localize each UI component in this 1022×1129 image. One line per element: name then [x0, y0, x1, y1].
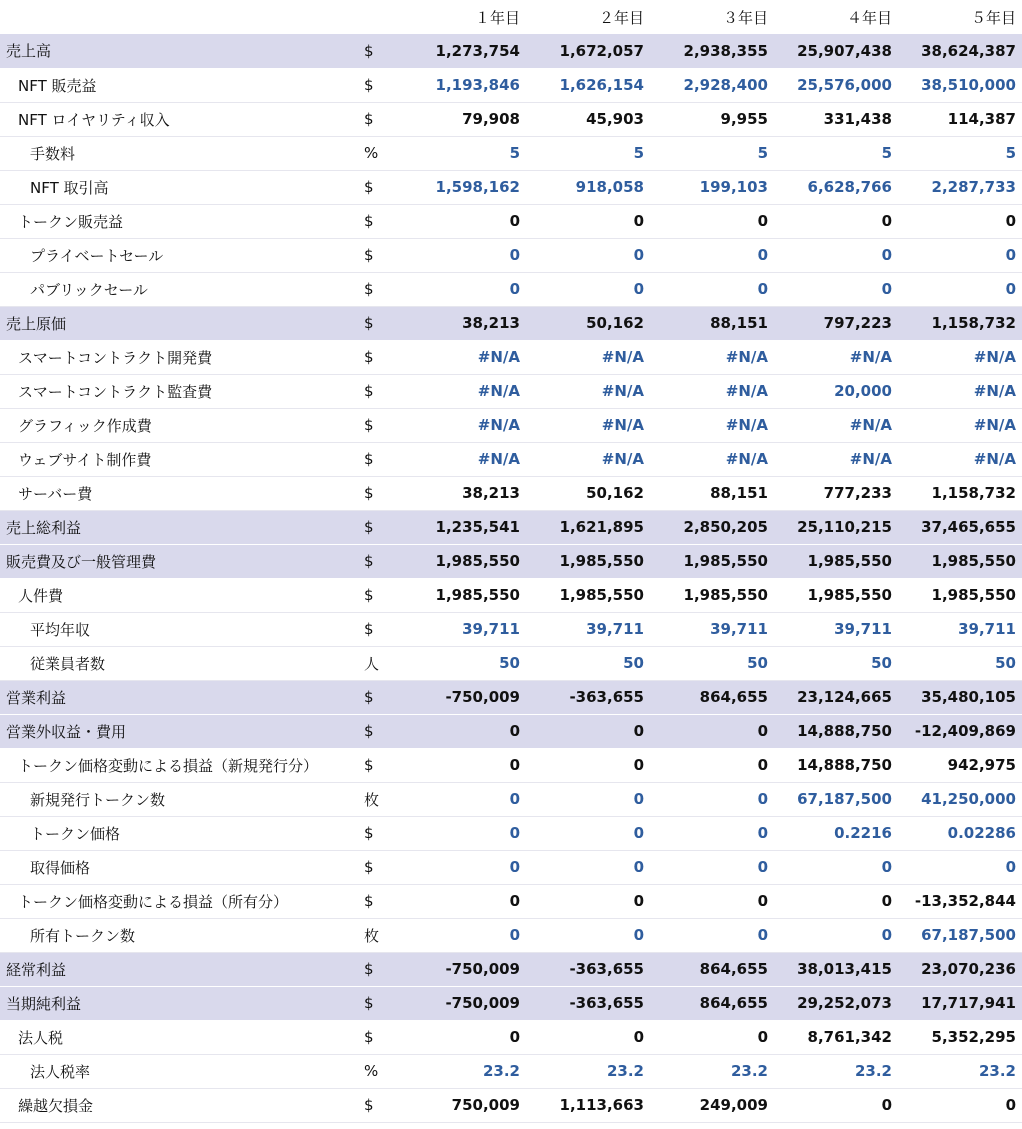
value-cell-year-3: 0 [650, 918, 774, 952]
row-unit: % [362, 1054, 402, 1088]
value-cell-year-2: -363,655 [526, 680, 650, 714]
value-cell-year-5: 0 [898, 850, 1022, 884]
header-year-2: ２年目 [598, 8, 644, 27]
value-cell-year-4: 777,233 [774, 476, 898, 510]
value-cell-year-3: 864,655 [650, 680, 774, 714]
value-cell-year-2: #N/A [526, 408, 650, 442]
row-label: 売上原価 [0, 306, 362, 340]
value-cell-year-2: 918,058 [526, 170, 650, 204]
value-cell-year-1: 5 [402, 136, 526, 170]
row-label: 営業利益 [0, 680, 362, 714]
row-unit: $ [362, 34, 402, 68]
value-cell-year-1: #N/A [402, 408, 526, 442]
row-unit: $ [362, 850, 402, 884]
value-cell-year-2: -363,655 [526, 986, 650, 1020]
value-cell-year-4: 50 [774, 646, 898, 680]
section-row [0, 986, 1022, 1020]
row-label: 人件費 [0, 578, 362, 612]
value-cell-year-2: 0 [526, 748, 650, 782]
table-row [0, 238, 1022, 272]
value-cell-year-2: 0 [526, 714, 650, 748]
value-cell-year-1: -750,009 [402, 952, 526, 986]
table-row [0, 136, 1022, 170]
row-label: トークン価格 [0, 816, 362, 850]
row-unit: $ [362, 306, 402, 340]
value-cell-year-4: 0 [774, 850, 898, 884]
value-cell-year-3: 0 [650, 884, 774, 918]
table-row [0, 1088, 1022, 1122]
row-unit: $ [362, 986, 402, 1020]
value-cell-year-3: 39,711 [650, 612, 774, 646]
row-unit: $ [362, 816, 402, 850]
value-cell-year-1: 0 [402, 272, 526, 306]
row-unit: $ [362, 408, 402, 442]
value-cell-year-3: #N/A [650, 340, 774, 374]
row-unit: $ [362, 272, 402, 306]
section-row [0, 714, 1022, 748]
value-cell-year-5: #N/A [898, 340, 1022, 374]
row-label: 経常利益 [0, 952, 362, 986]
value-cell-year-4: 0 [774, 238, 898, 272]
row-unit: $ [362, 544, 402, 578]
row-unit: $ [362, 374, 402, 408]
header-year-5: ５年目 [970, 8, 1016, 27]
value-cell-year-2: 0 [526, 238, 650, 272]
value-cell-year-1: 0 [402, 714, 526, 748]
value-cell-year-5: -12,409,869 [898, 714, 1022, 748]
value-cell-year-3: 1,985,550 [650, 544, 774, 578]
value-cell-year-5: 50 [898, 646, 1022, 680]
value-cell-year-5: 0 [898, 272, 1022, 306]
value-cell-year-4: 20,000 [774, 374, 898, 408]
row-unit: $ [362, 238, 402, 272]
value-cell-year-3: #N/A [650, 442, 774, 476]
value-cell-year-5: 38,624,387 [898, 34, 1022, 68]
value-cell-year-5: 2,287,733 [898, 170, 1022, 204]
value-cell-year-1: 1,273,754 [402, 34, 526, 68]
value-cell-year-2: 0 [526, 782, 650, 816]
row-unit: $ [362, 714, 402, 748]
row-unit: $ [362, 204, 402, 238]
value-cell-year-1: 1,985,550 [402, 578, 526, 612]
header-year-4: ４年目 [846, 8, 892, 27]
row-unit: 枚 [362, 918, 402, 952]
table-body [0, 34, 1022, 1122]
value-cell-year-3: 0 [650, 816, 774, 850]
value-cell-year-4: 25,907,438 [774, 34, 898, 68]
header-year-3: ３年目 [722, 8, 768, 27]
value-cell-year-3: 0 [650, 714, 774, 748]
row-unit: $ [362, 476, 402, 510]
value-cell-year-2: 1,626,154 [526, 68, 650, 102]
value-cell-year-5: 0.02286 [898, 816, 1022, 850]
section-row [0, 952, 1022, 986]
value-cell-year-1: 0 [402, 782, 526, 816]
row-label: 当期純利益 [0, 986, 362, 1020]
value-cell-year-3: 0 [650, 1020, 774, 1054]
row-unit: $ [362, 102, 402, 136]
table-row [0, 476, 1022, 510]
value-cell-year-5: #N/A [898, 408, 1022, 442]
value-cell-year-4: 67,187,500 [774, 782, 898, 816]
value-cell-year-5: 942,975 [898, 748, 1022, 782]
value-cell-year-1: 39,711 [402, 612, 526, 646]
value-cell-year-3: #N/A [650, 408, 774, 442]
section-row [0, 34, 1022, 68]
value-cell-year-1: 0 [402, 204, 526, 238]
value-cell-year-2: -363,655 [526, 952, 650, 986]
table-row [0, 646, 1022, 680]
value-cell-year-3: 50 [650, 646, 774, 680]
table-row [0, 918, 1022, 952]
row-label: ウェブサイト制作費 [0, 442, 362, 476]
value-cell-year-3: 88,151 [650, 306, 774, 340]
header-unit-spacer [362, 0, 402, 34]
row-label: NFT ロイヤリティ収入 [0, 102, 362, 136]
value-cell-year-2: 1,113,663 [526, 1088, 650, 1122]
value-cell-year-5: 114,387 [898, 102, 1022, 136]
value-cell-year-4: 25,110,215 [774, 510, 898, 544]
value-cell-year-1: 0 [402, 850, 526, 884]
value-cell-year-5: 0 [898, 204, 1022, 238]
value-cell-year-4: 6,628,766 [774, 170, 898, 204]
row-label: 繰越欠損金 [0, 1088, 362, 1122]
value-cell-year-4: 0 [774, 1088, 898, 1122]
table-row [0, 272, 1022, 306]
value-cell-year-4: 0 [774, 204, 898, 238]
value-cell-year-1: 23.2 [402, 1054, 526, 1088]
row-unit: $ [362, 68, 402, 102]
value-cell-year-5: 41,250,000 [898, 782, 1022, 816]
table-row [0, 374, 1022, 408]
row-unit: $ [362, 612, 402, 646]
value-cell-year-1: #N/A [402, 442, 526, 476]
value-cell-year-5: 0 [898, 238, 1022, 272]
value-cell-year-3: 2,850,205 [650, 510, 774, 544]
row-unit: $ [362, 442, 402, 476]
value-cell-year-5: 23.2 [898, 1054, 1022, 1088]
value-cell-year-2: 1,621,895 [526, 510, 650, 544]
row-unit: 人 [362, 646, 402, 680]
table-row [0, 170, 1022, 204]
value-cell-year-3: 2,928,400 [650, 68, 774, 102]
table-row [0, 612, 1022, 646]
value-cell-year-4: 0 [774, 918, 898, 952]
value-cell-year-1: 750,009 [402, 1088, 526, 1122]
row-unit: $ [362, 884, 402, 918]
value-cell-year-3: 0 [650, 782, 774, 816]
row-unit: $ [362, 1020, 402, 1054]
value-cell-year-2: #N/A [526, 442, 650, 476]
table-row [0, 102, 1022, 136]
value-cell-year-5: 5 [898, 136, 1022, 170]
value-cell-year-2: 0 [526, 850, 650, 884]
value-cell-year-1: 0 [402, 816, 526, 850]
row-label: 売上高 [0, 34, 362, 68]
row-unit: 枚 [362, 782, 402, 816]
value-cell-year-4: 0.2216 [774, 816, 898, 850]
value-cell-year-3: 0 [650, 850, 774, 884]
value-cell-year-3: 864,655 [650, 986, 774, 1020]
row-label: 新規発行トークン数 [0, 782, 362, 816]
table-header [0, 0, 1022, 34]
value-cell-year-5: #N/A [898, 442, 1022, 476]
value-cell-year-1: 0 [402, 748, 526, 782]
value-cell-year-4: 14,888,750 [774, 714, 898, 748]
value-cell-year-2: 50 [526, 646, 650, 680]
value-cell-year-3: 9,955 [650, 102, 774, 136]
value-cell-year-2: 23.2 [526, 1054, 650, 1088]
value-cell-year-3: 0 [650, 238, 774, 272]
table-row [0, 578, 1022, 612]
value-cell-year-3: 1,985,550 [650, 578, 774, 612]
value-cell-year-5: 38,510,000 [898, 68, 1022, 102]
row-label: スマートコントラクト監査費 [0, 374, 362, 408]
value-cell-year-1: 50 [402, 646, 526, 680]
value-cell-year-4: #N/A [774, 442, 898, 476]
value-cell-year-4: 23.2 [774, 1054, 898, 1088]
value-cell-year-5: 37,465,655 [898, 510, 1022, 544]
value-cell-year-2: 0 [526, 884, 650, 918]
value-cell-year-4: 23,124,665 [774, 680, 898, 714]
table-row [0, 442, 1022, 476]
value-cell-year-1: 1,193,846 [402, 68, 526, 102]
row-label: サーバー費 [0, 476, 362, 510]
value-cell-year-5: 35,480,105 [898, 680, 1022, 714]
value-cell-year-5: 1,985,550 [898, 544, 1022, 578]
value-cell-year-4: 14,888,750 [774, 748, 898, 782]
value-cell-year-3: #N/A [650, 374, 774, 408]
value-cell-year-4: 1,985,550 [774, 544, 898, 578]
value-cell-year-4: 39,711 [774, 612, 898, 646]
row-label: 売上総利益 [0, 510, 362, 544]
value-cell-year-1: 38,213 [402, 306, 526, 340]
value-cell-year-2: #N/A [526, 340, 650, 374]
value-cell-year-5: 1,985,550 [898, 578, 1022, 612]
table-row [0, 340, 1022, 374]
value-cell-year-2: 45,903 [526, 102, 650, 136]
value-cell-year-2: 1,672,057 [526, 34, 650, 68]
value-cell-year-4: 5 [774, 136, 898, 170]
row-unit: $ [362, 952, 402, 986]
value-cell-year-5: 1,158,732 [898, 476, 1022, 510]
table-row [0, 204, 1022, 238]
value-cell-year-4: 29,252,073 [774, 986, 898, 1020]
value-cell-year-5: 0 [898, 1088, 1022, 1122]
value-cell-year-1: 1,598,162 [402, 170, 526, 204]
row-label: 従業員者数 [0, 646, 362, 680]
value-cell-year-2: 1,985,550 [526, 578, 650, 612]
value-cell-year-3: 5 [650, 136, 774, 170]
value-cell-year-5: 39,711 [898, 612, 1022, 646]
row-unit: $ [362, 510, 402, 544]
value-cell-year-1: 1,985,550 [402, 544, 526, 578]
table-row [0, 1020, 1022, 1054]
value-cell-year-2: 0 [526, 1020, 650, 1054]
value-cell-year-2: 0 [526, 272, 650, 306]
value-cell-year-4: 1,985,550 [774, 578, 898, 612]
value-cell-year-3: 249,009 [650, 1088, 774, 1122]
section-row [0, 306, 1022, 340]
row-unit: $ [362, 170, 402, 204]
value-cell-year-5: -13,352,844 [898, 884, 1022, 918]
value-cell-year-1: 0 [402, 918, 526, 952]
table-row [0, 408, 1022, 442]
row-label: NFT 取引高 [0, 170, 362, 204]
value-cell-year-3: 864,655 [650, 952, 774, 986]
row-label: スマートコントラクト開発費 [0, 340, 362, 374]
section-row [0, 510, 1022, 544]
row-unit: $ [362, 1088, 402, 1122]
table-row [0, 850, 1022, 884]
value-cell-year-2: 0 [526, 204, 650, 238]
value-cell-year-3: 88,151 [650, 476, 774, 510]
value-cell-year-1: 0 [402, 238, 526, 272]
table-row [0, 816, 1022, 850]
value-cell-year-5: 17,717,941 [898, 986, 1022, 1020]
row-label: パブリックセール [0, 272, 362, 306]
value-cell-year-3: 2,938,355 [650, 34, 774, 68]
value-cell-year-2: 39,711 [526, 612, 650, 646]
table-row [0, 68, 1022, 102]
value-cell-year-1: 38,213 [402, 476, 526, 510]
row-unit: $ [362, 748, 402, 782]
value-cell-year-2: 50,162 [526, 476, 650, 510]
value-cell-year-3: 0 [650, 272, 774, 306]
row-label: 法人税 [0, 1020, 362, 1054]
value-cell-year-4: #N/A [774, 340, 898, 374]
value-cell-year-2: 0 [526, 918, 650, 952]
value-cell-year-1: #N/A [402, 340, 526, 374]
table-row [0, 1054, 1022, 1088]
value-cell-year-3: 0 [650, 204, 774, 238]
value-cell-year-4: 0 [774, 272, 898, 306]
value-cell-year-5: 5,352,295 [898, 1020, 1022, 1054]
value-cell-year-3: 23.2 [650, 1054, 774, 1088]
value-cell-year-3: 0 [650, 748, 774, 782]
value-cell-year-2: #N/A [526, 374, 650, 408]
value-cell-year-4: 331,438 [774, 102, 898, 136]
row-label: 所有トークン数 [0, 918, 362, 952]
row-label: プライベートセール [0, 238, 362, 272]
section-row [0, 680, 1022, 714]
row-unit: % [362, 136, 402, 170]
value-cell-year-3: 199,103 [650, 170, 774, 204]
value-cell-year-4: 0 [774, 884, 898, 918]
value-cell-year-2: 0 [526, 816, 650, 850]
value-cell-year-5: 23,070,236 [898, 952, 1022, 986]
value-cell-year-1: 0 [402, 884, 526, 918]
value-cell-year-1: 0 [402, 1020, 526, 1054]
value-cell-year-4: 8,761,342 [774, 1020, 898, 1054]
header-row [0, 0, 1022, 34]
row-unit: $ [362, 340, 402, 374]
value-cell-year-1: #N/A [402, 374, 526, 408]
value-cell-year-4: 797,223 [774, 306, 898, 340]
value-cell-year-5: 67,187,500 [898, 918, 1022, 952]
row-label: グラフィック作成費 [0, 408, 362, 442]
value-cell-year-4: 38,013,415 [774, 952, 898, 986]
row-label: トークン価格変動による損益（新規発行分） [0, 748, 362, 782]
row-label: 平均年収 [0, 612, 362, 646]
value-cell-year-1: 79,908 [402, 102, 526, 136]
row-label: 取得価格 [0, 850, 362, 884]
header-label-spacer [0, 0, 362, 34]
row-unit: $ [362, 680, 402, 714]
row-label: 営業外収益・費用 [0, 714, 362, 748]
row-label: 手数料 [0, 136, 362, 170]
row-label: 法人税率 [0, 1054, 362, 1088]
value-cell-year-4: #N/A [774, 408, 898, 442]
row-unit: $ [362, 578, 402, 612]
row-label: NFT 販売益 [0, 68, 362, 102]
value-cell-year-4: 25,576,000 [774, 68, 898, 102]
value-cell-year-5: #N/A [898, 374, 1022, 408]
value-cell-year-1: -750,009 [402, 680, 526, 714]
value-cell-year-2: 50,162 [526, 306, 650, 340]
row-label: トークン価格変動による損益（所有分） [0, 884, 362, 918]
table-row [0, 782, 1022, 816]
value-cell-year-5: 1,158,732 [898, 306, 1022, 340]
value-cell-year-2: 1,985,550 [526, 544, 650, 578]
row-label: 販売費及び一般管理費 [0, 544, 362, 578]
value-cell-year-2: 5 [526, 136, 650, 170]
row-label: トークン販売益 [0, 204, 362, 238]
table-row [0, 748, 1022, 782]
table-row [0, 884, 1022, 918]
value-cell-year-1: 1,235,541 [402, 510, 526, 544]
header-year-1: １年目 [474, 8, 520, 27]
value-cell-year-1: -750,009 [402, 986, 526, 1020]
section-row [0, 544, 1022, 578]
